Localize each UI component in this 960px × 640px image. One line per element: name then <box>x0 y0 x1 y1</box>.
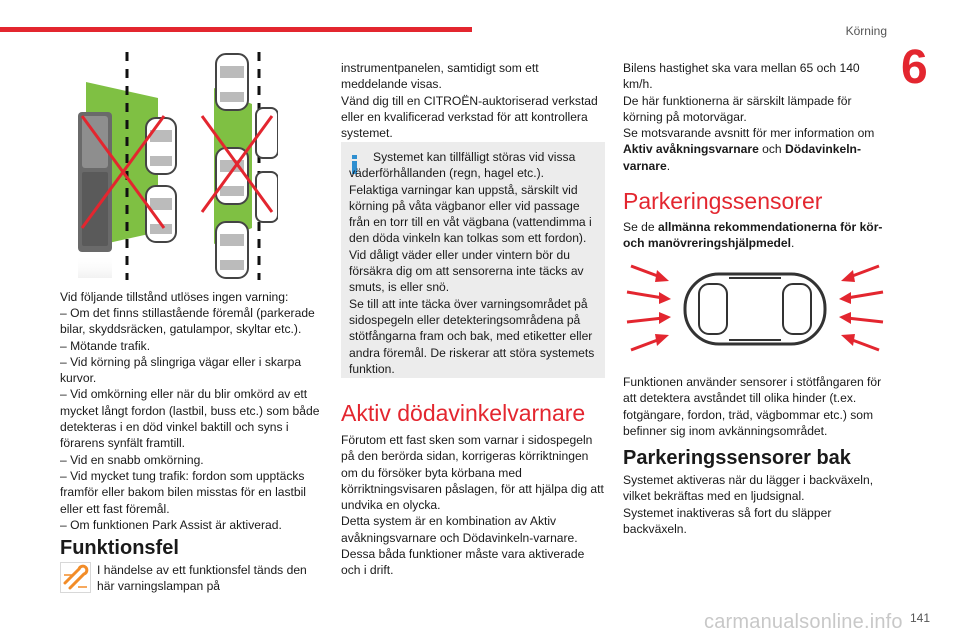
fault-continued: instrumentpanelen, samtidigt som ett meddelande visas. Vänd dig till en CITROËN-auktoriserad verkstad eller en kvalificerad verkstad för att kontrollera systemet. <box>341 61 598 141</box>
note-text: Systemet kan tillfälligt störas vid vissa väderförhållanden (regn, hagel etc.). Felaktiga varningar kan uppstå, särskilt vid körning på våta vägbanor eller vid passage från en torr till en våt vägbana (vattendimma i den döda vinkeln kan tolkas som ett fordon). Vid dåligt väder eller under vintern bör du försäkra dig om att sensorerna inte täcks av smuts, is eller snö. Se till att inte täcka över varningsområdet på sidospegeln eller detekteringsområdena på stötfångarna fram och bak, med etiketter eller andra föremål. De riskerar att störa systemets funktion. <box>349 150 595 376</box>
heading-parkeringssensorer: Parkeringssensorer <box>623 188 823 214</box>
watermark: carmanualsonline.info <box>704 611 903 633</box>
no-warning-list: – Om det finns stillastående föremål (parkerade bilar, skyddsräcken, gatulampor, skyltar etc.). – Mötande trafik. – Vid körning på slingriga vägar eller i skarpa kurvor. – Vid omkörning eller när du blir omkörd av ett mycket långt fordon (lastbil, buss etc.) som både detekteras i en död vinkel baktill och syns i förarens synfält framtill. – Vid en snabb omkörning. – Vid mycket tung trafik: fordon som upptäcks framför eller bakom bilen misstas för en lastbil eller ett fast föremål. – Om funktionen Park Assist är aktiverad. <box>60 306 320 532</box>
heading-aktiv-dodavinkelvarnare: Aktiv dödavinkelvarnare <box>341 400 586 426</box>
sensors-reference-text: Se de allmänna rekommendationerna för köroch manövreringshjälpmedel. <box>623 220 883 251</box>
wrench-warning-icon <box>60 562 91 593</box>
speed-info-text: Bilens hastighet ska vara mellan 65 och 140 km/h. De här funktionerna är särskilt lämpade för körning på motorvägar. Se motsvarande avsnitt för mer information om Aktiv avåkningsvarnare och Dödavinkeln-varnare. <box>623 61 875 173</box>
fault-text: I händelse av ett funktionsfel tänds den här varningslampan på <box>97 563 307 594</box>
chapter-number: 6 <box>901 41 928 94</box>
rear-sensors-text: Systemet aktiveras när du lägger i backväxeln, vilket bekräftas med en ljudsignal. Systemet inaktiveras så fort du släpper backväxeln. <box>623 473 874 536</box>
blind-spot-illustration <box>74 52 278 280</box>
section-title: Körning <box>845 24 887 38</box>
no-warning-intro: Vid följande tillstånd utlöses ingen varning: <box>60 290 289 304</box>
heading-parkeringssensorer-bak: Parkeringssensorer bak <box>623 447 851 469</box>
note-box <box>341 142 605 378</box>
sensors-description: Funktionen använder sensorer i stötfångaren för att detektera avståndet till olika hinder (t.ex. fotgängare, fordon, träd, vägbommar etc.) som befinner sig inom avkänningsområdet. <box>623 375 882 438</box>
active-blindspot-text: Förutom ett fast sken som varnar i sidospegeln på den berörda sidan, korrigeras körriktningen om du försöker byta körbana med körriktningsvisaren påslagen, för att hjälpa dig att undvika en olycka. Detta system är en kombination av Aktiv avåkningsvarnare och Dödavinkeln-varnare. Dessa båda funktioner måste vara aktiverade och i drift. <box>341 433 604 578</box>
heading-funktionsfel: Funktionsfel <box>60 537 179 559</box>
page-number: 141 <box>909 611 930 625</box>
parking-sensors-illustration <box>623 256 887 360</box>
header-accent-bar <box>0 27 472 32</box>
